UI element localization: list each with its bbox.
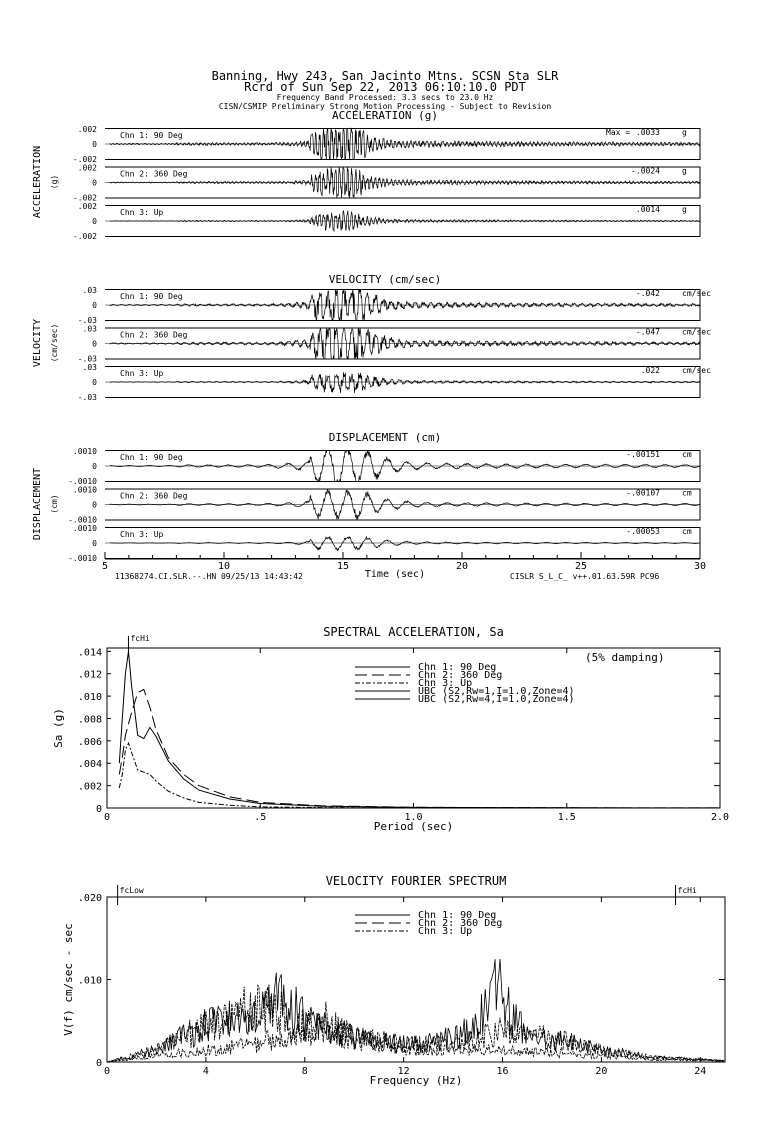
plot-xlabel: Frequency (Hz) [369, 1074, 463, 1087]
ytick-label: 0 [95, 1058, 102, 1069]
ytick-label: -.03 [77, 354, 97, 364]
ytick-label: -.0010 [68, 515, 97, 525]
channel-unit: cm [682, 450, 692, 459]
ytick-label: .006 [77, 736, 102, 748]
channel-name: Chn 1: 90 Deg [120, 131, 183, 140]
xtick-label: 0 [103, 812, 111, 823]
ytick-label: .002 [77, 163, 97, 173]
ytick-label: .03 [82, 324, 97, 334]
fourier-curve-chn2 [107, 985, 724, 1062]
panel-ylabel: VELOCITY [32, 318, 43, 368]
panel-yunit: (cm) [50, 494, 59, 514]
panel-title: VELOCITY (cm/sec) [328, 273, 442, 286]
ytick-label: .014 [77, 647, 102, 659]
legend-entry: Chn 3: Up [418, 678, 473, 689]
legend-entry: UBC (S2,Rw=4,I=1.0,Zone=4) [418, 694, 575, 705]
ytick-label: .020 [77, 893, 102, 904]
channel-unit: g [682, 166, 687, 176]
ytick-label: .002 [77, 781, 102, 793]
plot-ylabel: V(f) cm/sec - sec [62, 923, 75, 1036]
panel-yunit: (g) [50, 174, 59, 190]
xtick-label: 2.0 [710, 812, 730, 823]
legend-entry: Chn 1: 90 Deg [418, 910, 497, 921]
xtick-label: .5 [254, 812, 267, 823]
ytick-label: .002 [77, 202, 97, 211]
channel-unit: g [682, 128, 687, 137]
ytick-label: 0 [92, 378, 97, 387]
ytick-label: 0 [92, 178, 97, 188]
ytick-label: -.0010 [68, 477, 97, 486]
footer-record-id: 11368274.CI.SLR.--.HN 09/25/13 14:43:42 [115, 572, 303, 581]
channel-unit: cm [682, 488, 692, 498]
channel-unit: cm/sec [682, 289, 711, 298]
channel-peak: .0014 [635, 205, 660, 214]
channel-peak: -.0024 [631, 166, 660, 176]
time-axis-label: Time (sec) [364, 569, 426, 580]
time-tick-label: 10 [217, 561, 231, 572]
header-station: Banning, Hwy 243, San Jacinto Mtns. SCSN Sta SLR [211, 69, 559, 83]
ytick-label: 0 [92, 339, 97, 349]
ytick-label: .03 [82, 363, 97, 372]
time-tick-label: 25 [574, 561, 588, 572]
legend-entry: Chn 3: Up [418, 926, 473, 937]
channel-peak: -.042 [635, 289, 660, 298]
ytick-label: .010 [77, 692, 102, 704]
freq-marker-label: fcHi [677, 886, 697, 895]
legend-entry: UBC (S2,Rw=1,I=1.0,Zone=4) [418, 686, 575, 697]
ytick-label: 0 [92, 462, 97, 471]
time-tick-label: 20 [455, 561, 469, 572]
max-label: Max = [606, 128, 631, 137]
legend-entry: Chn 2: 360 Deg [418, 918, 503, 929]
channel-name: Chn 2: 360 Deg [120, 330, 188, 340]
ytick-label: -.0010 [68, 554, 97, 563]
ytick-label: .03 [82, 286, 97, 295]
channel-peak: .0033 [635, 128, 660, 137]
plot-title: SPECTRAL ACCELERATION, Sa [323, 625, 504, 639]
channel-name: Chn 3: Up [120, 208, 164, 217]
channel-name: Chn 3: Up [120, 369, 164, 378]
xtick-label: 20 [595, 1066, 608, 1077]
header-frequency-band: Frequency Band Processed: 3.3 secs to 23.0 Hz [276, 93, 494, 102]
channel-peak: -.00151 [626, 450, 660, 459]
ytick-label: .002 [77, 125, 97, 134]
plot-frame [107, 648, 720, 808]
ytick-label: -.03 [77, 393, 97, 402]
channel-peak: -.047 [635, 327, 660, 337]
ytick-label: -.002 [72, 193, 97, 203]
channel-peak: .022 [640, 366, 660, 375]
sa-curve-chn2 [119, 689, 720, 808]
channel-name: Chn 2: 360 Deg [120, 169, 188, 179]
sa-curve-chn3 [119, 743, 720, 808]
ytick-label: -.002 [72, 232, 97, 241]
channel-unit: g [682, 205, 687, 214]
header-record-time: Rcrd of Sun Sep 22, 2013 06:10:10.0 PDT [244, 80, 526, 94]
channel-name: Chn 3: Up [120, 530, 164, 539]
ytick-label: -.03 [77, 316, 97, 325]
xtick-label: 8 [301, 1066, 308, 1077]
xtick-label: 1.5 [557, 812, 576, 823]
xtick-label: 12 [397, 1066, 410, 1077]
fourier-curve-chn1 [107, 959, 724, 1062]
ytick-label: 0 [92, 500, 97, 510]
legend-entry: Chn 2: 360 Deg [418, 670, 503, 681]
xtick-label: 0 [103, 1066, 111, 1077]
ytick-label: .012 [77, 669, 102, 681]
ytick-label: .0010 [72, 524, 97, 533]
ytick-label: .008 [77, 714, 102, 726]
panel-ylabel: DISPLACEMENT [32, 467, 43, 541]
channel-peak: -.00053 [626, 527, 660, 536]
panel-yunit: (cm/sec) [50, 323, 59, 363]
time-tick-label: 30 [693, 561, 707, 572]
ytick-label: .0010 [72, 485, 97, 495]
channel-peak: -.00107 [626, 488, 660, 498]
xtick-label: 4 [202, 1066, 209, 1077]
time-tick-label: 5 [101, 561, 109, 572]
ytick-label: 0 [95, 804, 102, 815]
ytick-label: 0 [92, 539, 97, 548]
freq-marker-label: fcLow [119, 886, 144, 895]
channel-name: Chn 1: 90 Deg [120, 453, 183, 462]
channel-name: Chn 2: 360 Deg [120, 491, 188, 501]
xtick-label: 1.0 [404, 812, 423, 823]
xtick-label: 16 [496, 1066, 509, 1077]
fchi-label: fcHi [130, 634, 150, 643]
ytick-label: 0 [92, 140, 97, 149]
damping-note: (5% damping) [585, 651, 665, 664]
panel-title: ACCELERATION (g) [332, 109, 438, 122]
channel-unit: cm/sec [682, 327, 711, 337]
channel-trace [110, 536, 700, 550]
channel-name: Chn 1: 90 Deg [120, 292, 183, 301]
time-tick-label: 15 [336, 561, 350, 572]
plot-title: VELOCITY FOURIER SPECTRUM [325, 874, 507, 888]
footer-version: CISLR S_L_C_ v++.01.63.59R PC96 [510, 572, 660, 581]
legend-entry: Chn 1: 90 Deg [418, 662, 497, 673]
plot-xlabel: Period (sec) [373, 820, 454, 833]
ytick-label: 0 [92, 301, 97, 310]
xtick-label: 24 [694, 1066, 707, 1077]
ytick-label: .010 [77, 975, 102, 987]
channel-unit: cm [682, 527, 692, 536]
ytick-label: .0010 [72, 447, 97, 456]
ytick-label: .004 [77, 759, 102, 771]
channel-unit: cm/sec [682, 366, 711, 375]
header-disclaimer: CISN/CSMIP Preliminary Strong Motion Processing - Subject to Revision [218, 102, 552, 111]
plot-ylabel: Sa (g) [52, 708, 65, 748]
channel-trace [110, 372, 700, 393]
ytick-label: 0 [92, 217, 97, 226]
panel-title: DISPLACEMENT (cm) [328, 431, 442, 444]
ytick-label: -.002 [72, 155, 97, 164]
panel-ylabel: ACCELERATION [32, 145, 43, 219]
